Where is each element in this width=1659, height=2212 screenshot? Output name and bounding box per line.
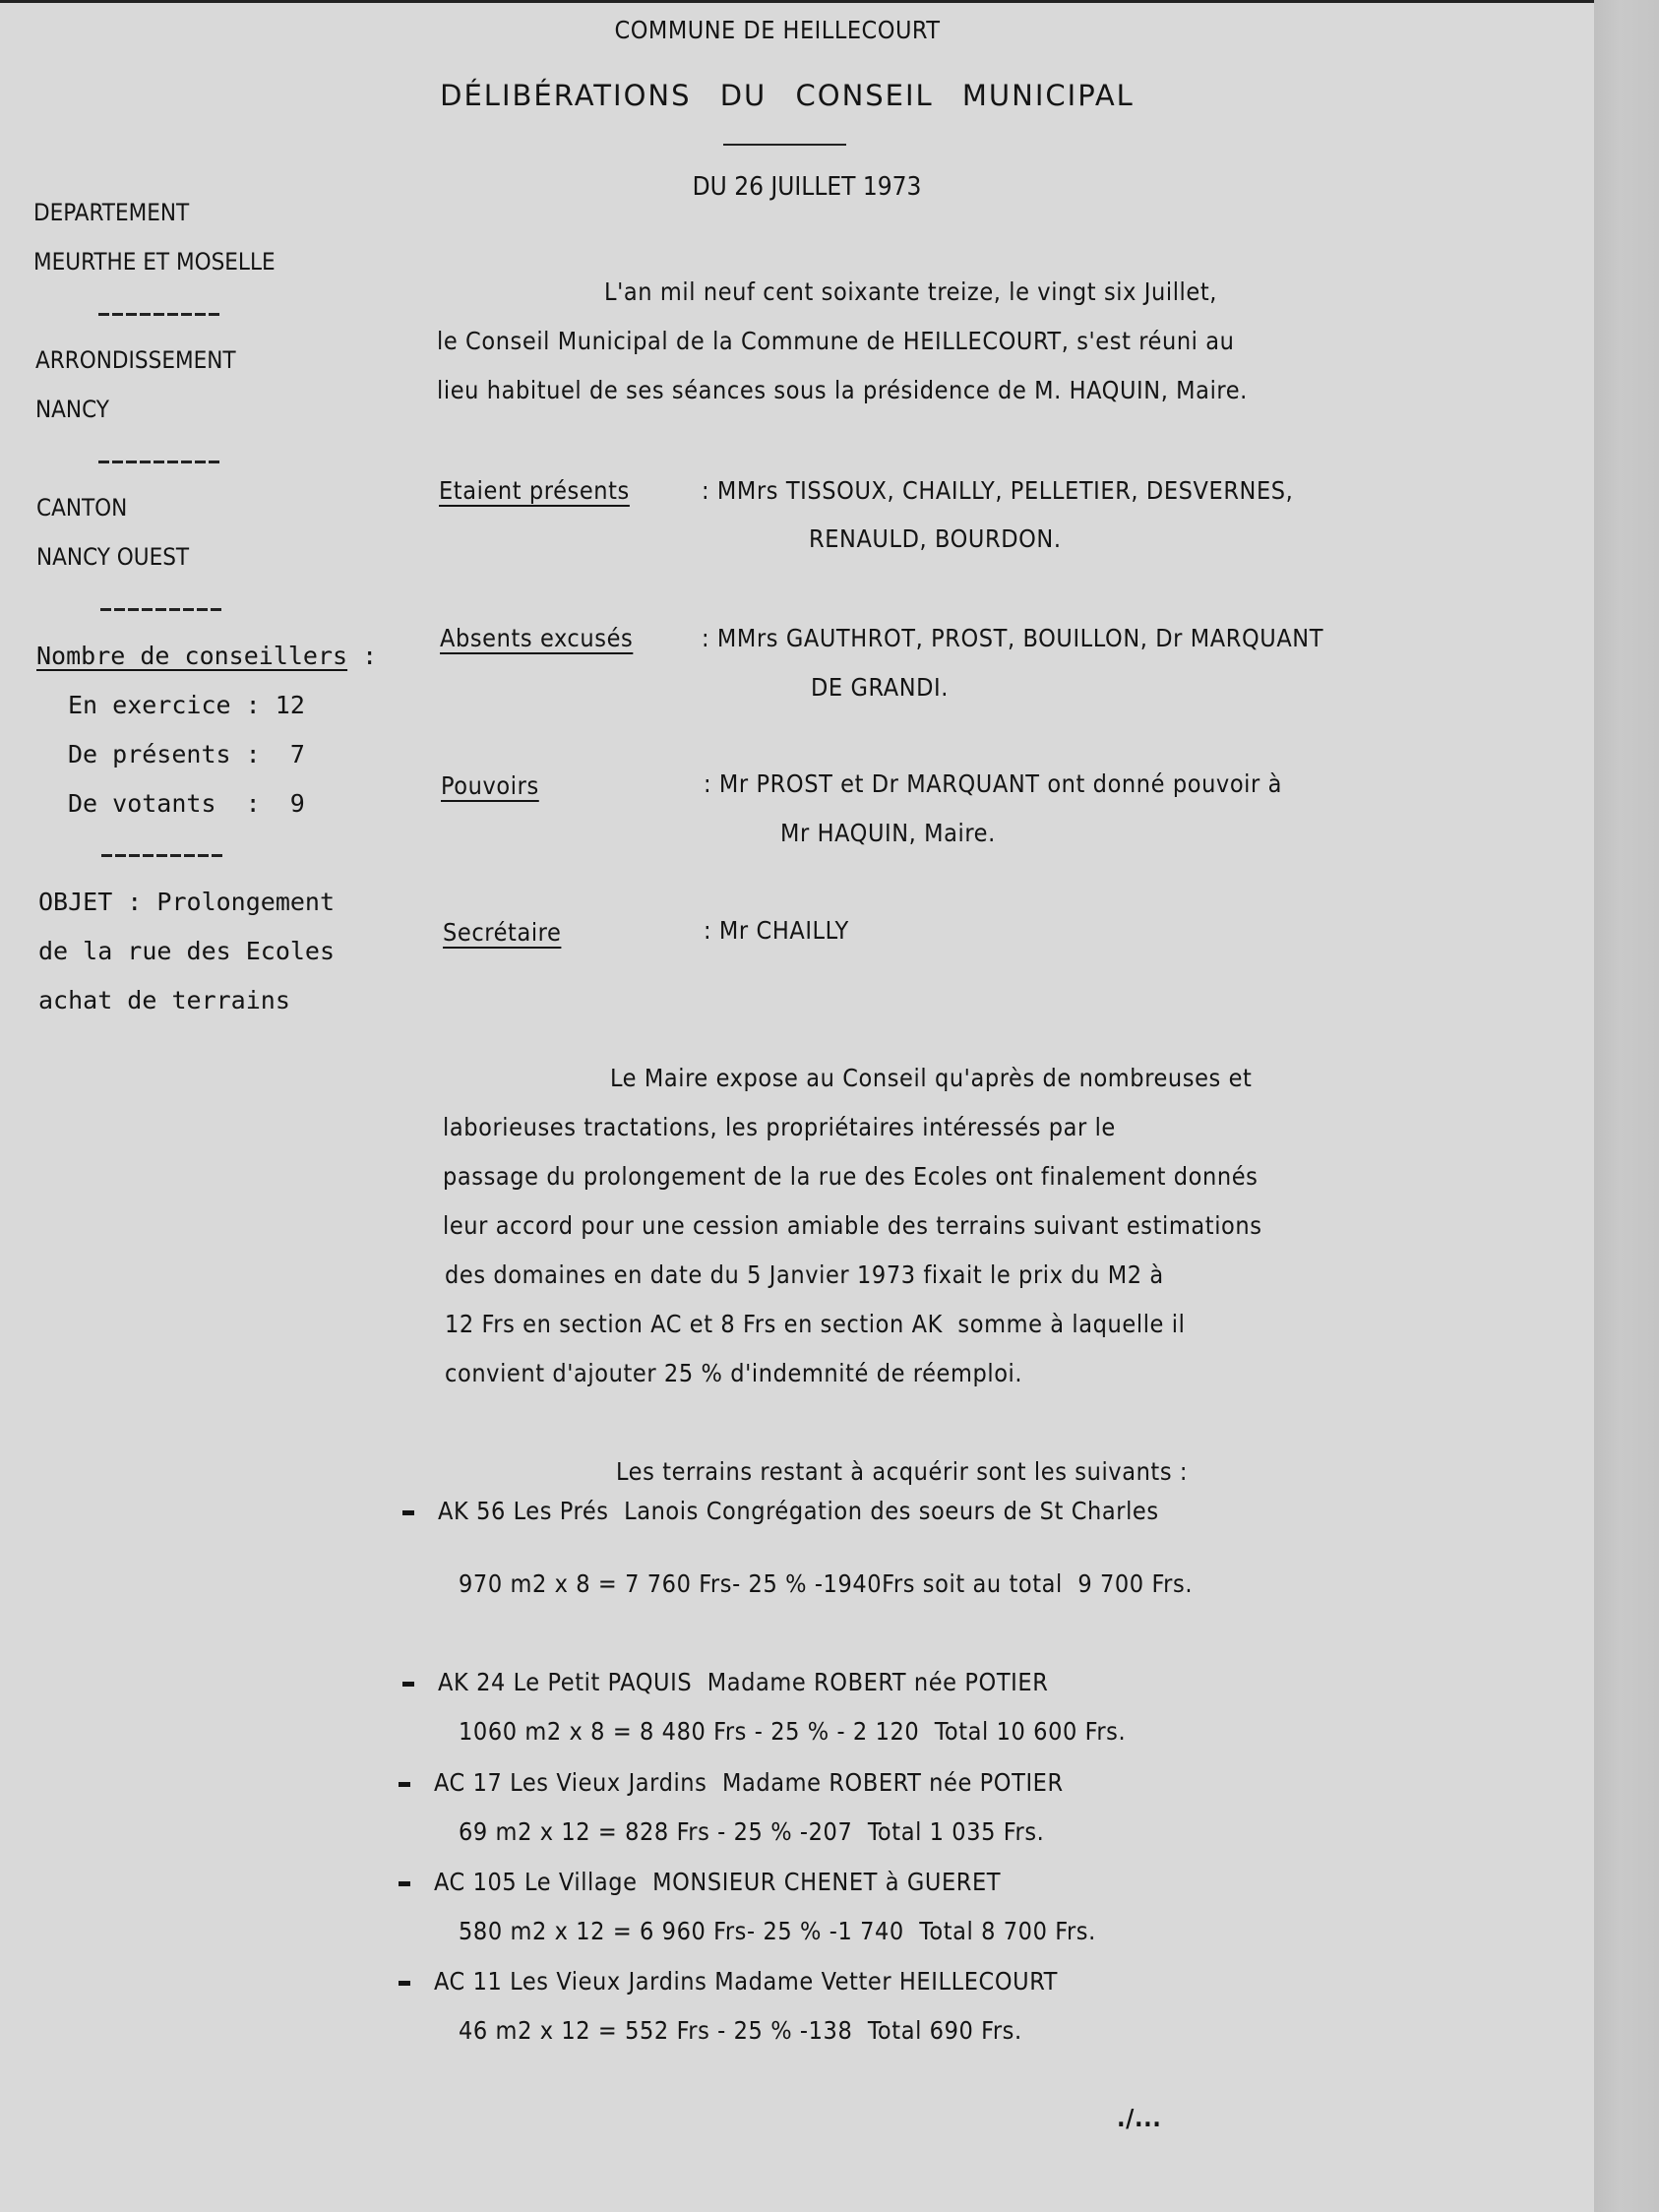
count-sep: : — [245, 740, 261, 768]
canton-label: CANTON — [36, 494, 128, 522]
terrain-calc: 1060 m2 x 8 = 8 480 Frs - 25 % - 2 120 Total 10 600 Frs. — [459, 1717, 1127, 1746]
expose-line: des domaines en date du 5 Janvier 1973 fixait le prix du M2 à — [445, 1260, 1164, 1289]
terrain-title: AC 105 Le Village MONSIEUR CHENET à GUERET — [434, 1868, 1002, 1896]
terrain-title: AK 24 Le Petit PAQUIS Madame ROBERT née POTIER — [438, 1668, 1049, 1696]
dash-bullet-icon — [399, 1881, 410, 1886]
arrondissement-value: NANCY — [35, 396, 109, 423]
objet-line: achat de terrains — [38, 986, 290, 1014]
presents-list-cont: RENAULD, BOURDON. — [809, 524, 1062, 553]
objet-line: de la rue des Ecoles — [38, 937, 336, 965]
count-row-votants — [68, 789, 305, 818]
expose-line: 12 Frs en section AC et 8 Frs en section AK somme à laquelle il — [445, 1310, 1186, 1338]
absents-label: Absents excusés — [440, 624, 634, 652]
commune-heading: COMMUNE DE HEILLECOURT — [614, 16, 941, 44]
expose-line: passage du prolongement de la rue des Ecoles ont finalement donnés — [443, 1162, 1259, 1191]
terrains-intro: Les terrains restant à acquérir sont les suivants : — [616, 1457, 1189, 1486]
count-value: 7 — [289, 740, 305, 768]
count-value: 12 — [275, 691, 305, 719]
count-row-exercice — [68, 691, 305, 719]
terrain-item — [402, 1497, 1159, 1525]
count-label: En exercice — [68, 691, 231, 719]
expose-line: leur accord pour une cession amiable des terrains suivant estimations — [443, 1211, 1262, 1240]
terrain-item — [399, 1768, 1064, 1797]
absents-list: : MMrs GAUTHROT, PROST, BOUILLON, Dr MARQUANT — [702, 624, 1324, 652]
objet-line: OBJET : Prolongement — [38, 888, 336, 916]
dash-bullet-icon — [402, 1510, 414, 1515]
document-title: DÉLIBÉRATIONS DU CONSEIL MUNICIPAL — [440, 79, 1135, 112]
departement-label: DEPARTEMENT — [33, 199, 190, 226]
separator — [100, 608, 223, 611]
title-rule — [723, 144, 846, 146]
session-date: DU 26 JUILLET 1973 — [692, 172, 922, 202]
terrain-calc: 580 m2 x 12 = 6 960 Frs- 25 % -1 740 Total 8 700 Frs. — [459, 1917, 1096, 1945]
count-row-presents — [68, 740, 305, 768]
conseillers-heading: Nombre de conseillers — [36, 642, 348, 670]
intro-line: le Conseil Municipal de la Commune de HEILLECOURT, s'est réuni au — [437, 327, 1235, 355]
terrain-item — [399, 1868, 1001, 1896]
count-label: De votants — [68, 789, 216, 818]
terrain-calc: 69 m2 x 12 = 828 Frs - 25 % -207 Total 1 035 Frs. — [459, 1817, 1045, 1846]
separator — [101, 854, 224, 857]
scan-top-edge — [0, 0, 1594, 3]
count-label: De présents — [68, 740, 231, 768]
terrain-calc: 970 m2 x 8 = 7 760 Frs- 25 % -1940Frs soit au total 9 700 Frs. — [459, 1569, 1194, 1598]
terrain-title: AK 56 Les Prés Lanois Congrégation des soeurs de St Charles — [438, 1497, 1159, 1525]
heading-colon: : — [362, 642, 378, 670]
expose-line: convient d'ajouter 25 % d'indemnité de réemploi. — [445, 1359, 1023, 1387]
terrain-title: AC 11 Les Vieux Jardins Madame Vetter HEILLECOURT — [434, 1967, 1058, 1996]
dash-bullet-icon — [402, 1682, 414, 1687]
expose-line: Le Maire expose au Conseil qu'après de nombreuses et — [610, 1064, 1253, 1092]
count-sep: : — [245, 789, 261, 818]
terrain-item — [402, 1668, 1048, 1696]
arrondissement-label: ARRONDISSEMENT — [35, 346, 236, 374]
pouvoirs-text-cont: Mr HAQUIN, Maire. — [780, 819, 996, 847]
secretaire-label: Secrétaire — [443, 918, 562, 947]
dash-bullet-icon — [399, 1981, 410, 1986]
count-value: 9 — [289, 789, 305, 818]
terrain-item — [399, 1967, 1058, 1996]
presents-list: : MMrs TISSOUX, CHAILLY, PELLETIER, DESVERNES, — [702, 476, 1294, 505]
presents-label: Etaient présents — [439, 476, 630, 505]
dash-bullet-icon — [399, 1782, 410, 1787]
count-sep: : — [245, 691, 261, 719]
canton-value: NANCY OUEST — [36, 543, 190, 571]
expose-line: laborieuses tractations, les propriétaires intéressés par le — [443, 1113, 1116, 1141]
absents-list-cont: DE GRANDI. — [811, 673, 950, 702]
pouvoirs-text: : Mr PROST et Dr MARQUANT ont donné pouvoir à — [704, 769, 1282, 798]
separator — [98, 313, 221, 316]
scan-right-edge — [1594, 0, 1659, 2212]
conseillers-heading-row — [36, 642, 377, 670]
pouvoirs-label: Pouvoirs — [441, 771, 539, 800]
terrain-title: AC 17 Les Vieux Jardins Madame ROBERT née POTIER — [434, 1768, 1064, 1797]
departement-value: MEURTHE ET MOSELLE — [33, 248, 276, 276]
intro-line: lieu habituel de ses séances sous la présidence de M. HAQUIN, Maire. — [437, 376, 1248, 404]
continuation-mark: ./... — [1117, 2104, 1162, 2132]
separator — [98, 461, 221, 463]
secretaire-name: : Mr CHAILLY — [704, 916, 849, 945]
terrain-calc: 46 m2 x 12 = 552 Frs - 25 % -138 Total 690 Frs. — [459, 2016, 1022, 2045]
intro-line: L'an mil neuf cent soixante treize, le vingt six Juillet, — [604, 277, 1217, 306]
